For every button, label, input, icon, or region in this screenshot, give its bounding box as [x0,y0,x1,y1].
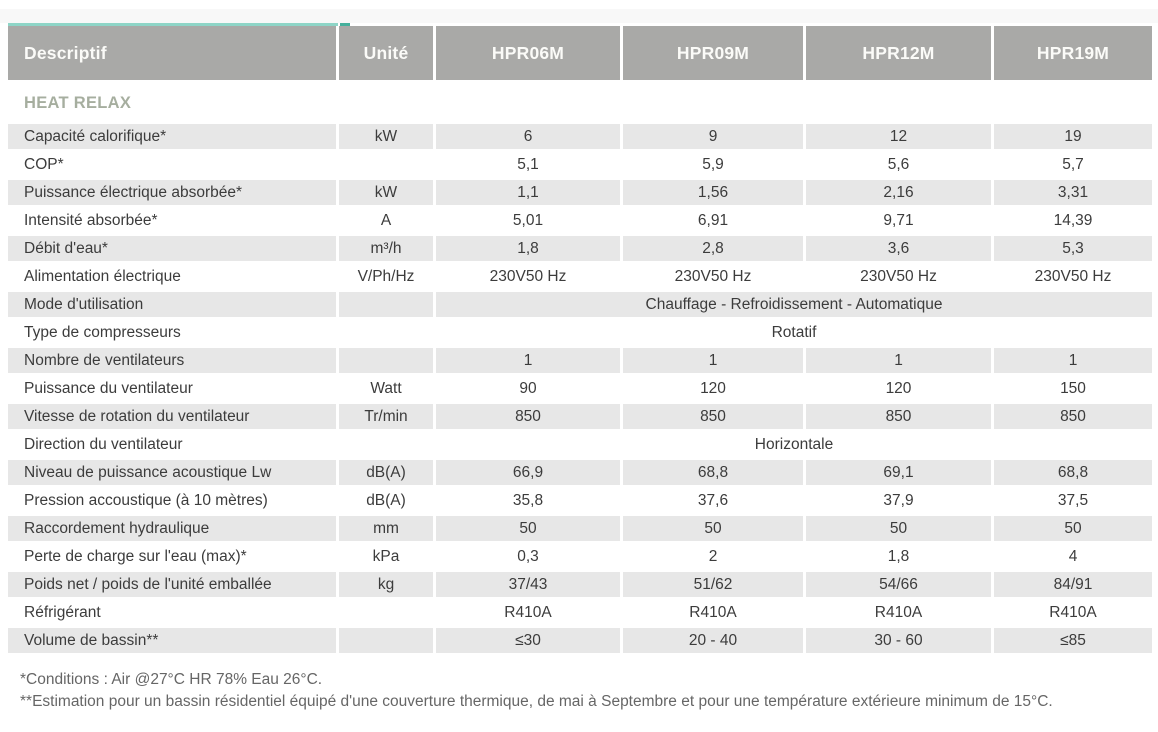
footnotes [20,669,1158,713]
row-value: 1,8 [436,236,620,261]
row-label: Pression accoustique (à 10 mètres) [24,491,268,509]
row-value: 12 [806,124,991,149]
row-span-value: Chauffage - Refroidissement - Automatique [436,292,1152,317]
row-value: 5,9 [702,155,724,173]
row-value: ≤30 [436,628,620,653]
row-label: Débit d'eau* [8,236,336,261]
row-value: 51/62 [623,572,803,597]
row-value: 5,1 [517,155,539,173]
row-label: COP* [24,155,64,173]
row-value: 9,71 [883,211,914,229]
footnote-estimation: **Estimation pour un bassin résidentiel équipé d'une couverture thermique, de mai à Septembre et pour une température extérieure minimum de 15°C. [20,693,1053,710]
row-unit: kW [339,124,433,149]
header-cell-unite: Unité [339,26,433,80]
row-value: 84/91 [994,572,1152,597]
row-label: Direction du ventilateur [24,435,183,453]
row-unit: Tr/min [339,404,433,429]
row-label: Puissance électrique absorbée* [8,180,336,205]
table-header [8,26,1152,80]
row-unit [339,292,433,317]
row-value: 1 [436,348,620,373]
row-unit: dB(A) [339,460,433,485]
row-value: 0,3 [517,547,539,565]
row-value: R410A [504,603,552,621]
row-span-value: Rotatif [771,323,817,341]
row-value: 6,91 [697,211,729,229]
row-value: 30 - 60 [806,628,991,653]
row-value: R410A [874,603,923,621]
row-value: 1,8 [887,547,910,565]
header-cell-hpr19m: HPR19M [994,26,1152,80]
table-row [8,488,1152,513]
row-value: 1 [994,348,1152,373]
row-value: 5,01 [512,211,544,229]
table-row [8,544,1152,569]
row-value: 90 [519,379,537,397]
row-label: Intensité absorbée* [24,211,158,229]
row-label: Poids net / poids de l'unité emballée [8,572,336,597]
row-unit: A [380,211,392,229]
header-cell-descriptif: Descriptif [8,26,336,80]
row-value: 9 [623,124,803,149]
top-strip [0,9,1158,23]
row-value: 50 [806,516,991,541]
section-title: HEAT RELAX [24,94,132,112]
table-row [8,516,1152,541]
row-label: Perte de charge sur l'eau (max)* [24,547,247,565]
row-value: 1 [806,348,991,373]
row-value: 68,8 [623,460,803,485]
row-unit: mm [339,516,433,541]
row-label: Mode d'utilisation [8,292,336,317]
header-cell-hpr09m: HPR09M [623,26,803,80]
row-value: 1,1 [436,180,620,205]
row-value: 2 [708,547,718,565]
row-unit: Watt [370,379,402,397]
table-row [8,628,1152,653]
header-cell-hpr06m: HPR06M [436,26,620,80]
table-row [8,348,1152,373]
table-row [8,572,1152,597]
row-value: R410A [689,603,737,621]
accent-line-end [340,23,350,26]
row-label: Puissance du ventilateur [24,379,193,397]
row-unit [339,432,433,457]
row-value: 50 [623,516,803,541]
row-value: 37,9 [883,491,914,509]
table-row [8,152,1152,177]
row-value: 37/43 [436,572,620,597]
row-value: 54/66 [806,572,991,597]
row-unit: kW [339,180,433,205]
row-unit [339,152,433,177]
table-row [8,376,1152,401]
row-value: 850 [806,404,991,429]
row-value: 230V50 Hz [1034,267,1112,285]
row-unit: kPa [372,547,400,565]
row-unit: dB(A) [366,491,406,509]
row-label: Type de compresseurs [24,323,181,341]
table-row [8,320,1152,345]
row-unit: V/Ph/Hz [357,267,415,285]
row-label: Raccordement hydraulique [8,516,336,541]
row-value: 69,1 [806,460,991,485]
row-label: Réfrigérant [24,603,101,621]
accent-line [8,23,338,26]
row-label: Nombre de ventilateurs [8,348,336,373]
row-label: Volume de bassin** [8,628,336,653]
row-value: 4 [1068,547,1078,565]
row-value: 50 [994,516,1152,541]
table-row [8,208,1152,233]
row-value: R410A [1049,603,1097,621]
row-value: 850 [994,404,1152,429]
table-row [8,460,1152,485]
header-cell-hpr12m: HPR12M [806,26,991,80]
row-value: ≤85 [994,628,1152,653]
table-row [8,264,1152,289]
row-unit [339,628,433,653]
table-row [8,404,1152,429]
row-label: Capacité calorifique* [8,124,336,149]
row-label: Alimentation électrique [24,267,181,285]
row-value: 2,16 [806,180,991,205]
row-value: 120 [885,379,912,397]
row-value: 3,6 [806,236,991,261]
table-row [8,292,1152,317]
row-unit [339,600,433,625]
row-value: 850 [623,404,803,429]
row-label: Niveau de puissance acoustique Lw [8,460,336,485]
row-value: 1 [623,348,803,373]
row-value: 5,3 [994,236,1152,261]
table-row [8,124,1152,149]
row-unit: kg [339,572,433,597]
row-unit [339,320,433,345]
row-value: 35,8 [512,491,544,509]
row-value: 5,7 [1062,155,1084,173]
table-row [8,236,1152,261]
table-body [8,124,1152,653]
spec-table [8,23,1152,653]
row-value: 230V50 Hz [674,267,752,285]
footnote-conditions: *Conditions : Air @27°C HR 78% Eau 26°C. [20,671,323,688]
row-value: 5,6 [887,155,910,173]
row-span-value: Horizontale [754,435,834,453]
table-row [8,432,1152,457]
row-value: 120 [700,379,726,397]
row-value: 50 [436,516,620,541]
row-value: 37,6 [697,491,729,509]
row-value: 37,5 [1057,491,1089,509]
row-unit: m³/h [339,236,433,261]
row-value: 6 [436,124,620,149]
row-value: 850 [436,404,620,429]
row-value: 150 [1060,379,1086,397]
row-label: Vitesse de rotation du ventilateur [8,404,336,429]
row-value: 230V50 Hz [489,267,567,285]
row-value: 66,9 [436,460,620,485]
row-value: 20 - 40 [623,628,803,653]
row-unit [339,348,433,373]
row-value: 3,31 [994,180,1152,205]
table-row [8,600,1152,625]
row-value: 68,8 [994,460,1152,485]
row-value: 230V50 Hz [860,267,937,285]
row-value: 19 [994,124,1152,149]
row-value: 2,8 [623,236,803,261]
table-row [8,180,1152,205]
row-value: 1,56 [623,180,803,205]
row-value: 14,39 [1053,211,1093,229]
